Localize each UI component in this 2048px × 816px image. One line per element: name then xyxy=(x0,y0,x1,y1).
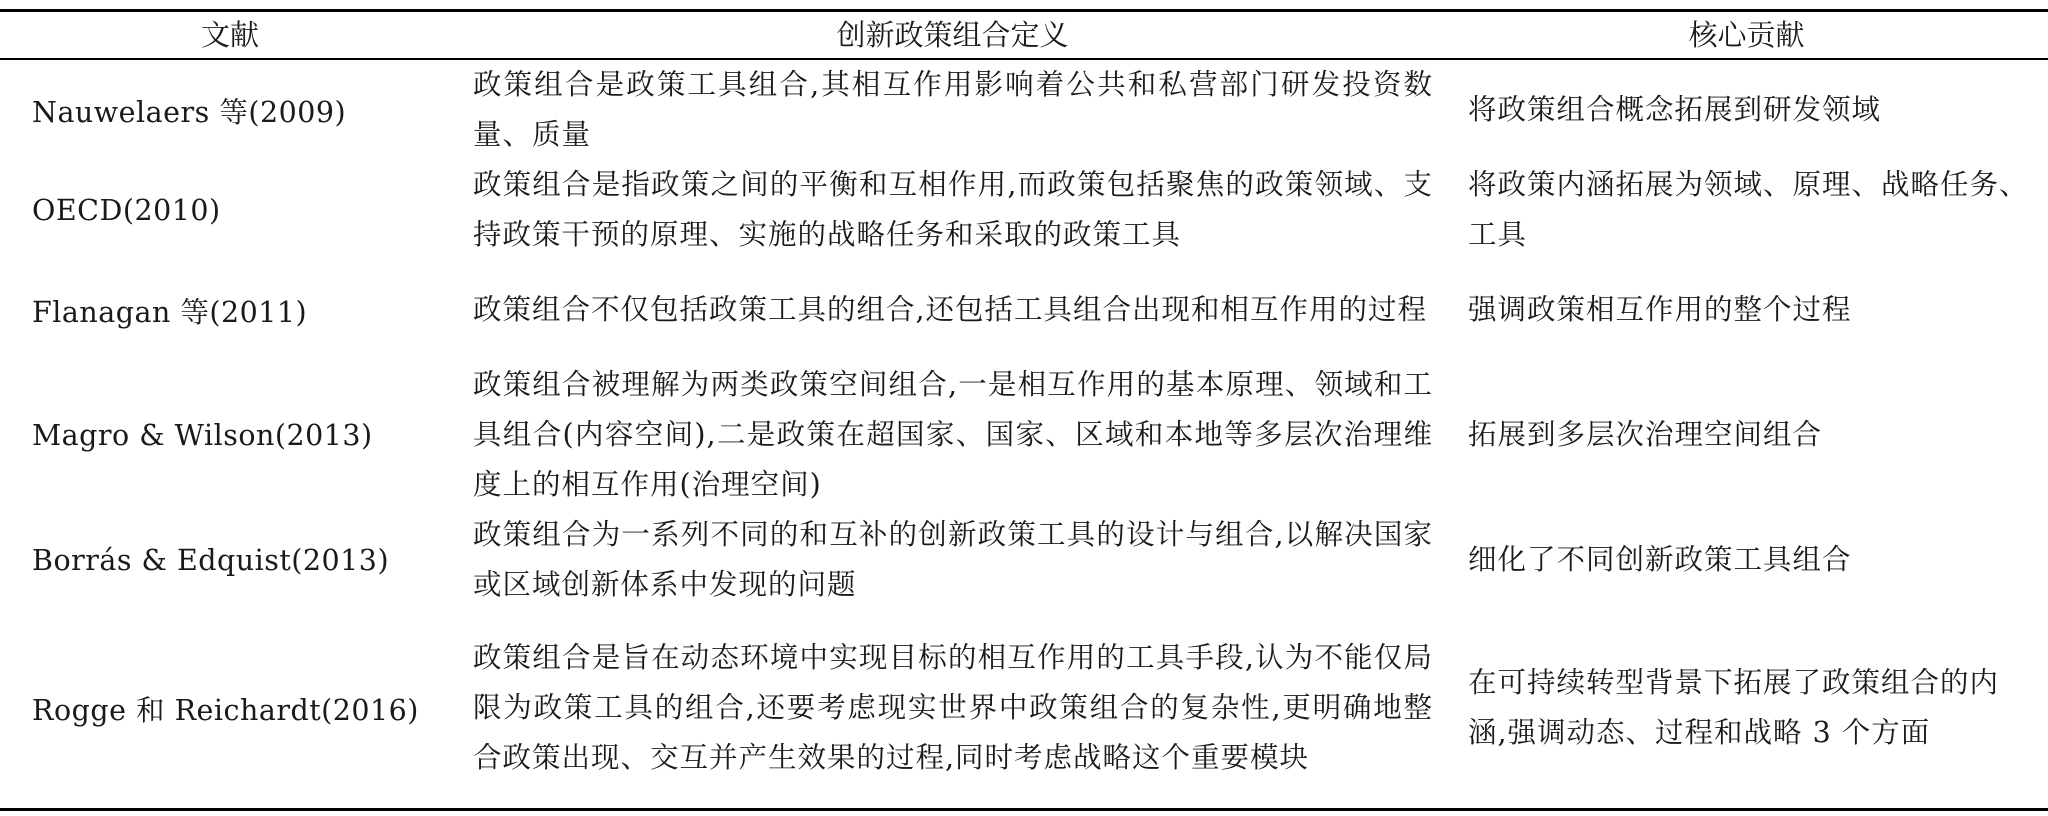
reference-cell xyxy=(32,360,452,510)
definition-text: 政策组合为一系列不同的和互补的创新政策工具的设计与组合,以解决国家或区域创新体系中发现的问题 xyxy=(473,518,1433,601)
contribution-cell xyxy=(1468,260,2038,360)
definition-text: 政策组合是旨在动态环境中实现目标的相互作用的工具手段,认为不能仅局限为政策工具的组合,还要考虑现实世界中政策组合的复杂性,更明确地整合政策出现、交互并产生效果的过程,同时考虑战略这个重要模块 xyxy=(473,641,1433,774)
table-row xyxy=(0,160,2048,260)
reference-cell xyxy=(32,510,452,610)
table-row xyxy=(0,60,2048,160)
reference-cell xyxy=(32,260,452,360)
contribution-text: 将政策组合概念拓展到研发领域 xyxy=(1468,93,1882,126)
reference-text: Nauwelaers 等(2009) xyxy=(32,95,347,129)
definition-text: 政策组合被理解为两类政策空间组合,一是相互作用的基本原理、领域和工具组合(内容空间),二是政策在超国家、国家、区域和本地等多层次治理维度上的相互作用(治理空间) xyxy=(473,368,1433,501)
contribution-text: 将政策内涵拓展为领域、原理、战略任务、工具 xyxy=(1468,168,2029,251)
reference-cell xyxy=(32,160,452,260)
definition-text: 政策组合是政策工具组合,其相互作用影响着公共和私营部门研发投资数量、质量 xyxy=(473,68,1433,151)
definition-text: 政策组合是指政策之间的平衡和互相作用,而政策包括聚焦的政策领域、支持政策干预的原理、实施的战略任务和采取的政策工具 xyxy=(473,168,1433,251)
table-bottom-rule xyxy=(0,808,2048,811)
table-row xyxy=(0,360,2048,510)
header-contribution: 核心贡献 xyxy=(1688,18,1805,52)
reference-cell xyxy=(32,608,452,808)
definition-cell xyxy=(473,260,1433,360)
reference-text: OECD(2010) xyxy=(32,193,221,227)
reference-text: Borrás & Edquist(2013) xyxy=(32,543,390,577)
reference-text: Flanagan 等(2011) xyxy=(32,295,308,329)
contribution-text: 拓展到多层次治理空间组合 xyxy=(1468,418,1823,451)
contribution-text: 细化了不同创新政策工具组合 xyxy=(1468,543,1852,576)
table-row xyxy=(0,608,2048,808)
table-row xyxy=(0,510,2048,610)
definition-cell xyxy=(473,510,1433,610)
reference-text: Magro & Wilson(2013) xyxy=(32,418,373,452)
definition-cell xyxy=(473,160,1433,260)
reference-text: Rogge 和 Reichardt(2016) xyxy=(32,693,419,727)
contribution-cell xyxy=(1468,60,2038,160)
table-row xyxy=(0,260,2048,360)
definition-cell xyxy=(473,60,1433,160)
definition-cell xyxy=(473,360,1433,510)
reference-cell xyxy=(32,60,452,160)
contribution-cell xyxy=(1468,160,2038,260)
definition-text: 政策组合不仅包括政策工具的组合,还包括工具组合出现和相互作用的过程 xyxy=(473,293,1428,326)
contribution-text: 强调政策相互作用的整个过程 xyxy=(1468,293,1852,326)
header-definition: 创新政策组合定义 xyxy=(836,18,1069,52)
contribution-text: 在可持续转型背景下拓展了政策组合的内涵,强调动态、过程和战略 3 个方面 xyxy=(1468,666,2000,749)
header-reference: 文献 xyxy=(200,18,259,52)
contribution-cell xyxy=(1468,510,2038,610)
definition-cell xyxy=(473,608,1433,808)
contribution-cell xyxy=(1468,608,2038,808)
contribution-cell xyxy=(1468,360,2038,510)
